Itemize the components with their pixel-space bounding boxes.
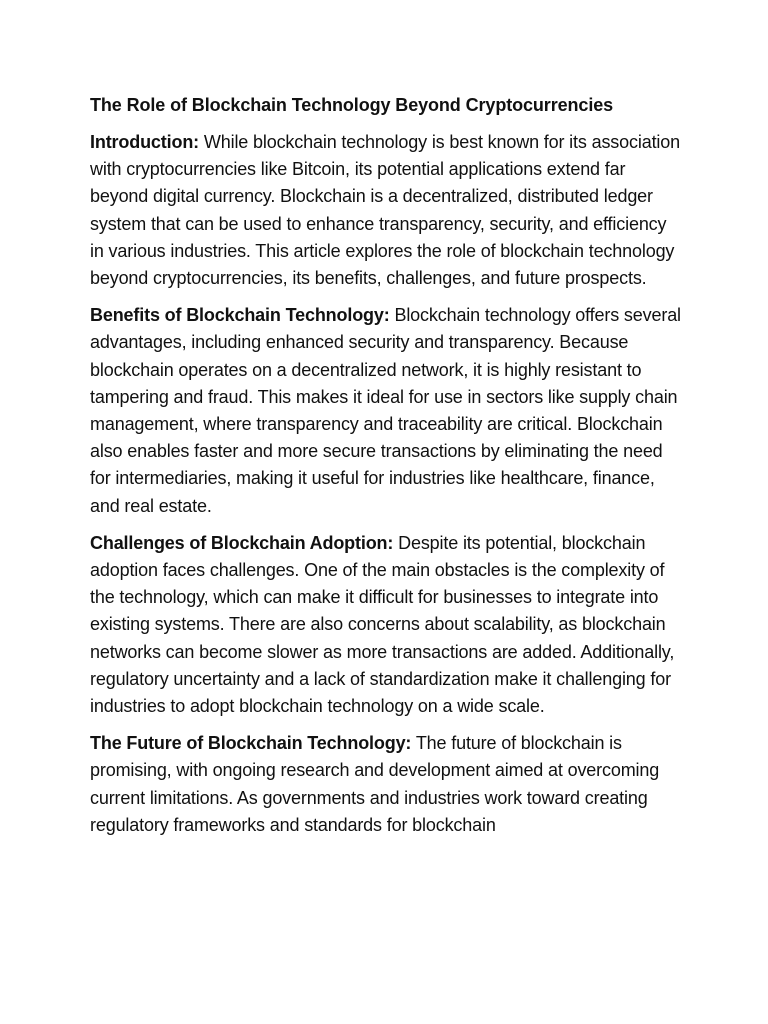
section-body: While blockchain technology is best known for its association with cryptocurrencies like Bitcoin, its potential applications extend far beyond digital currency. Blockchain is a decentralized, distributed ledger system that can be used to enhance transparency, security, and efficiency in various industries. This article explores the role of blockchain technology beyond cryptocurrencies, its benefits, challenges, and future prospects. — [90, 132, 680, 289]
section-body: The future of blockchain is promising, with ongoing research and development aimed at overcoming current limitations. As governments and industries work toward creating regulatory frameworks and standards for blockchain — [90, 733, 660, 835]
section-heading: The Future of Blockchain Technology: — [90, 733, 412, 754]
section-benefits — [90, 302, 684, 520]
section-heading: Benefits of Blockchain Technology: — [90, 305, 390, 326]
section-challenges — [90, 530, 684, 720]
document-title: The Role of Blockchain Technology Beyond Cryptocurrencies — [90, 95, 614, 115]
section-heading: Challenges of Blockchain Adoption: — [90, 532, 394, 553]
section-introduction — [90, 129, 684, 292]
section-heading: Introduction: — [90, 132, 200, 152]
document-page — [90, 92, 684, 849]
section-future — [90, 730, 684, 839]
section-body: Despite its potential, blockchain adoption faces challenges. One of the main obstacles is the complexity of the technology, which can make it difficult for businesses to integrate into existing systems. There are also concerns about scalability, as blockchain networks can become slower as more transactions are added. Additionally, regulatory uncertainty and a lack of standardization make it challenging for industries to adopt blockchain technology on a wide scale. — [90, 532, 675, 717]
section-body: Blockchain technology offers several advantages, including enhanced security and transparency. Because blockchain operates on a decentralized network, it is highly resistant to tampering and fraud. This makes it ideal for use in sectors like supply chain management, where transparency and traceability are critical. Blockchain also enables faster and more secure transactions by eliminating the need for intermediaries, making it useful for industries like healthcare, finance, and real estate. — [90, 305, 681, 516]
